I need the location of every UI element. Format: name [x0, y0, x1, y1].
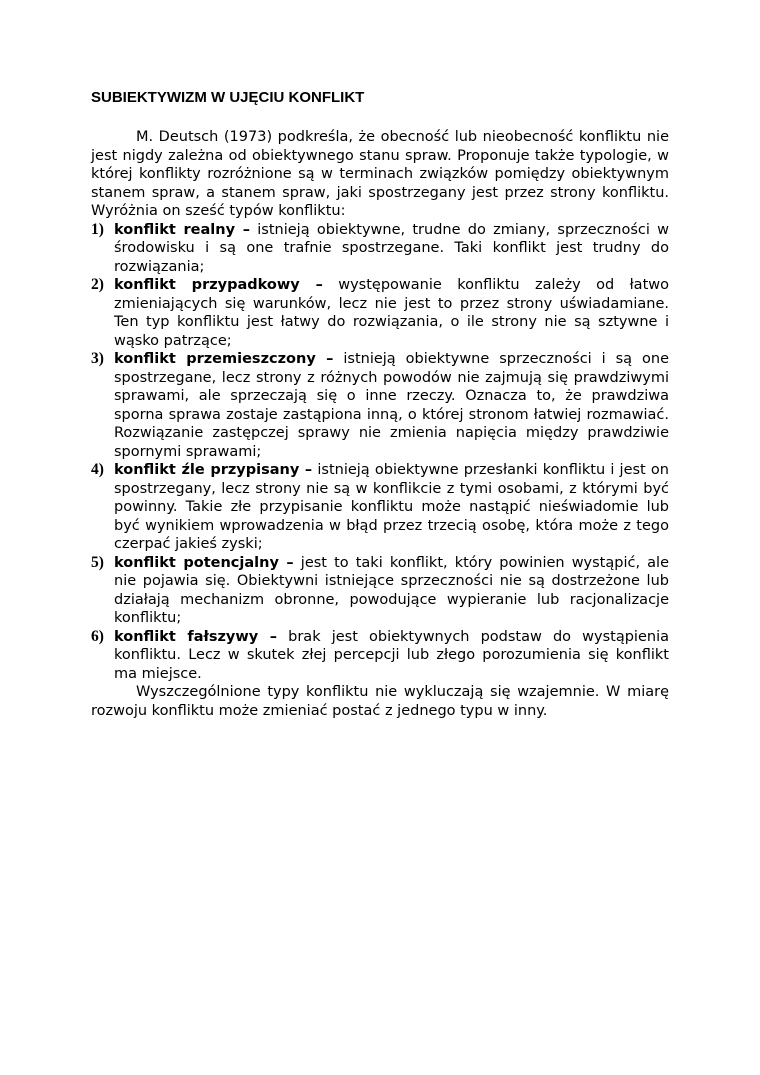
list-item-text: istnieją obiektywne przesłanki konfliktu i jest on spostrzegany, lecz strony nie są w konflikcie z tymi osobami, z którymi być powinny. Takie złe przypisanie konfliktu może nastąpić nieświadomie lub być wynikiem wprowadzenia w błąd przez trzecią osobę, która może z tego czerpać jakieś zyski; — [114, 462, 669, 552]
list-item-number: 1) — [91, 220, 104, 238]
list-item — [91, 554, 669, 628]
conclusion-paragraph: Wyszczególnione typy konfliktu nie wykluczają się wzajemnie. W miarę rozwoju konfliktu może zmieniać postać z jednego typu w inny. — [91, 684, 669, 719]
list-item-text: występowanie konfliktu zależy od łatwo zmieniających się warunków, lecz nie jest to przez strony uświadamiane. Ten typ konfliktu jest łatwy do rozwiązania, o ile strony nie są sztywne i wąsko patrzące; — [114, 277, 669, 349]
list-item-term: konflikt fałszywy – — [114, 628, 278, 645]
list-item — [91, 276, 669, 350]
list-item-text: brak jest obiektywnych podstaw do wystąpienia konfliktu. Lecz w skutek złej percepcji lub złego porozumienia się konflikt ma miejsce. — [114, 628, 669, 682]
list-item — [91, 350, 669, 461]
list-item-term: konflikt źle przypisany – — [114, 462, 313, 478]
list-item — [91, 221, 669, 277]
list-item-term: konflikt przypadkowy – — [114, 277, 323, 293]
list-item-number: 2) — [91, 276, 104, 293]
list-item-text: istnieją obiektywne, trudne do zmiany, sprzeczności w środowisku i są one trafnie spostrzegane. Taki konflikt jest trudny do rozwiązania; — [114, 221, 669, 275]
list-item-term: konflikt realny – — [114, 221, 250, 238]
list-item-number: 4) — [91, 461, 104, 478]
list-item-number: 5) — [91, 553, 104, 571]
conflict-types-list — [91, 221, 669, 684]
list-item-text: istnieją obiektywne sprzeczności i są one spostrzegane, lecz strony z różnych powodów nie zajmują się prawdziwymi sprawami, ale sprzeczają się o inne rzeczy. Oznacza to, że prawdziwa sporna sprawa zostaje zastąpiona inną, o której stronom łatwiej rozmawiać. Rozwiązanie zastępczej sprawy nie zmienia napięcia między prawdziwie spornymi sprawami; — [114, 351, 669, 460]
document-page — [91, 88, 669, 720]
list-item-number: 3) — [91, 350, 104, 367]
list-item-number: 6) — [91, 627, 104, 645]
list-item — [91, 628, 669, 684]
document-title: SUBIEKTYWIZM W UJĘCIU KONFLIKT — [91, 89, 365, 106]
list-item-term: konflikt przemieszczony – — [114, 351, 334, 367]
list-item — [91, 461, 669, 554]
list-item-term: konflikt potencjalny – — [114, 554, 294, 571]
list-item-text: jest to taki konflikt, który powinien wystąpić, ale nie pojawia się. Obiektywni istniejące sprzeczności nie są dostrzeżone lub działają mechanizm obronne, powodujące wypieranie lub racjonalizacje konfliktu; — [114, 554, 670, 626]
intro-paragraph: M. Deutsch (1973) podkreśla, że obecność lub nieobecność konfliktu nie jest nigdy zależna od obiektywnego stanu spraw. Proponuje także typologie, w której konflikty rozróżnione są w terminach związków pomiędzy obiektywnym stanem spraw, a stanem spraw, jaki spostrzegany jest przez strony konfliktu. Wyróżnia on sześć typów konfliktu: — [91, 129, 669, 219]
